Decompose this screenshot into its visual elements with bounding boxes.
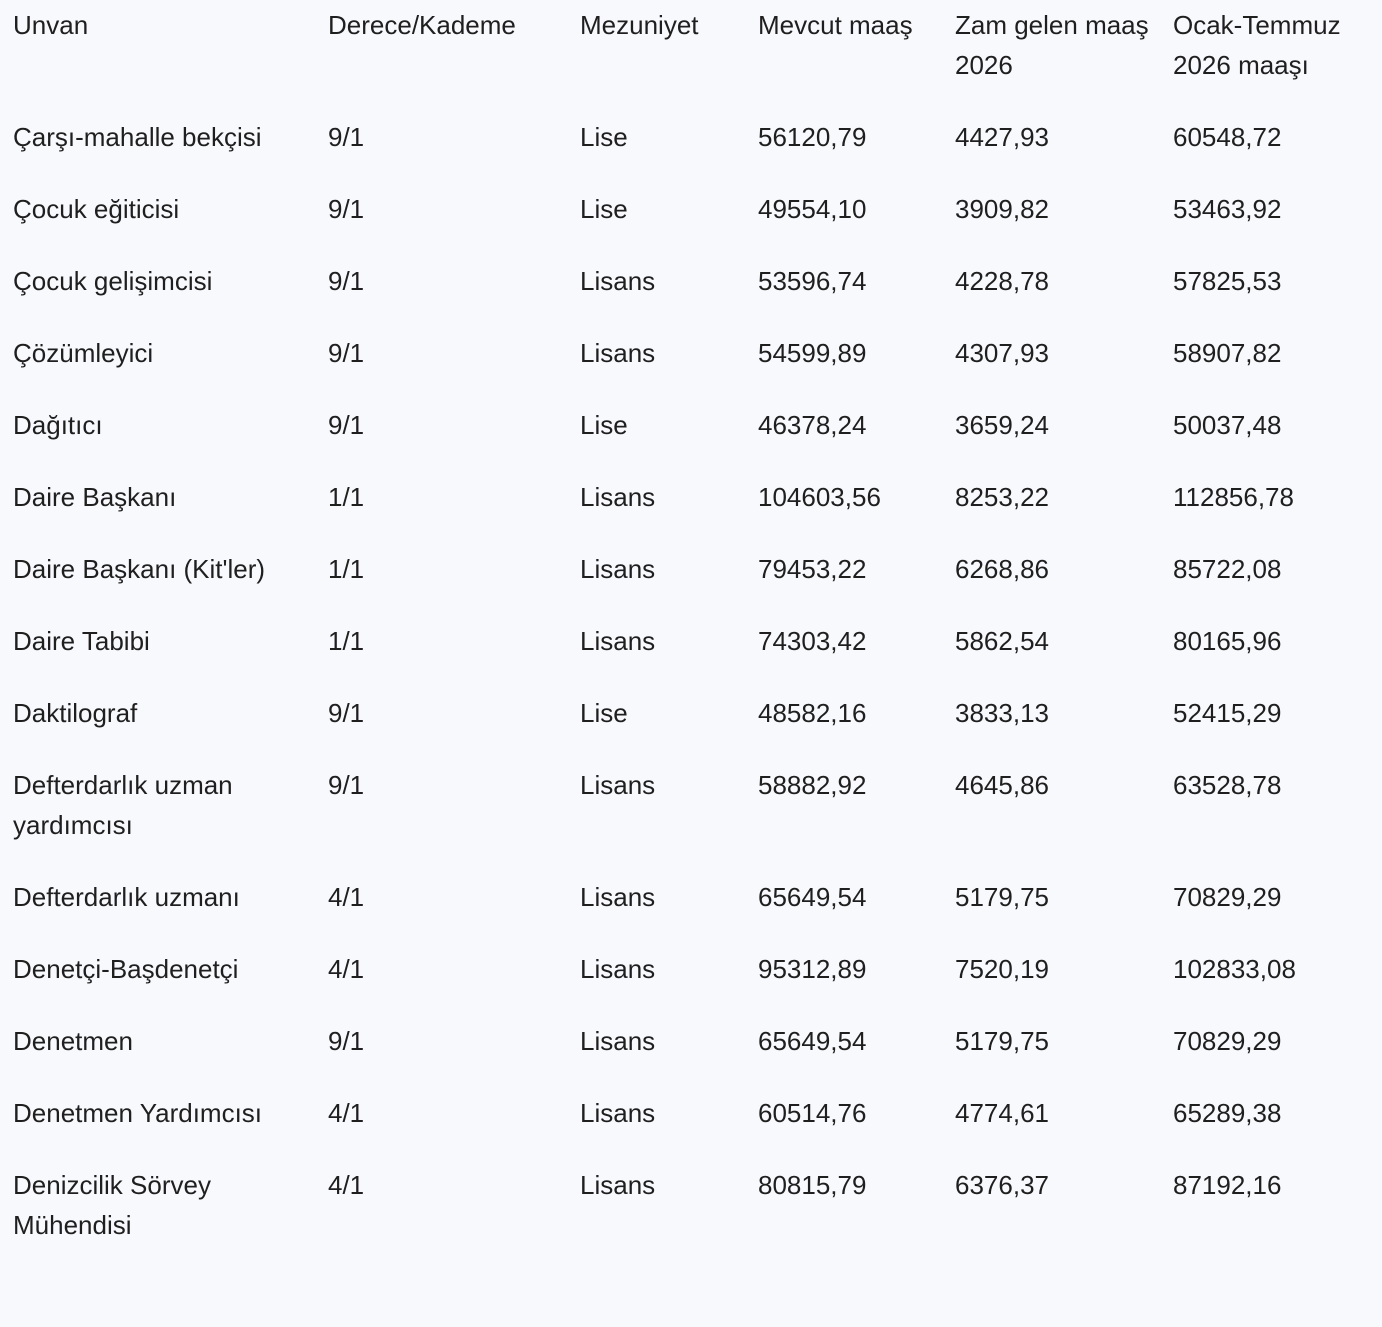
cell-derece-kademe: 9/1 bbox=[328, 266, 365, 296]
salary-table bbox=[0, 5, 1382, 1277]
cell-unvan: Daire Başkanı bbox=[13, 482, 177, 512]
cell-unvan: Dağıtıcı bbox=[13, 410, 103, 440]
cell-mevcut-maas: 65649,54 bbox=[758, 1026, 867, 1056]
cell-ocak-temmuz-maas: 70829,29 bbox=[1173, 1026, 1282, 1056]
table-row bbox=[0, 333, 1382, 405]
cell-mevcut-maas: 104603,56 bbox=[758, 482, 881, 512]
table-header bbox=[0, 5, 1382, 117]
cell-mevcut-maas: 60514,76 bbox=[758, 1098, 867, 1128]
cell-ocak-temmuz-maas: 65289,38 bbox=[1173, 1098, 1282, 1128]
cell-ocak-temmuz-maas: 112856,78 bbox=[1173, 482, 1294, 512]
cell-mezuniyet: Lisans bbox=[580, 882, 656, 912]
cell-unvan: Çözümleyici bbox=[13, 338, 154, 368]
cell-derece-kademe: 9/1 bbox=[328, 122, 365, 152]
table-row bbox=[0, 1093, 1382, 1165]
cell-mevcut-maas: 49554,10 bbox=[758, 194, 867, 224]
header-row bbox=[0, 5, 1382, 117]
cell-mevcut-maas: 79453,22 bbox=[758, 554, 867, 584]
cell-derece-kademe: 1/1 bbox=[328, 554, 365, 584]
cell-mezuniyet: Lise bbox=[580, 410, 628, 440]
cell-zam-gelen-maas: 5179,75 bbox=[955, 1026, 1049, 1056]
cell-derece-kademe: 1/1 bbox=[328, 626, 365, 656]
cell-ocak-temmuz-maas: 60548,72 bbox=[1173, 122, 1282, 152]
cell-unvan: Çarşı-mahalle bekçisi bbox=[13, 122, 262, 152]
cell-unvan: Denetçi-Başdenetçi bbox=[13, 954, 239, 984]
cell-unvan: Daire Tabibi bbox=[13, 626, 150, 656]
table-row bbox=[0, 117, 1382, 189]
cell-unvan: Denetmen Yardımcısı bbox=[13, 1098, 263, 1128]
cell-derece-kademe: 9/1 bbox=[328, 338, 365, 368]
cell-mevcut-maas: 53596,74 bbox=[758, 266, 867, 296]
cell-unvan: Çocuk gelişimcisi bbox=[13, 266, 213, 296]
table-row bbox=[0, 949, 1382, 1021]
cell-derece-kademe: 1/1 bbox=[328, 482, 365, 512]
cell-zam-gelen-maas: 3659,24 bbox=[955, 410, 1049, 440]
cell-mezuniyet: Lisans bbox=[580, 482, 656, 512]
cell-zam-gelen-maas: 4228,78 bbox=[955, 266, 1049, 296]
cell-ocak-temmuz-maas: 52415,29 bbox=[1173, 698, 1282, 728]
cell-derece-kademe: 4/1 bbox=[328, 1098, 365, 1128]
cell-ocak-temmuz-maas: 102833,08 bbox=[1173, 954, 1296, 984]
cell-mezuniyet: Lisans bbox=[580, 954, 656, 984]
cell-mezuniyet: Lise bbox=[580, 122, 628, 152]
cell-mevcut-maas: 74303,42 bbox=[758, 626, 867, 656]
cell-unvan: Defterdarlık uzman yardımcısı bbox=[13, 770, 233, 840]
cell-derece-kademe: 9/1 bbox=[328, 698, 365, 728]
table-row bbox=[0, 261, 1382, 333]
cell-mezuniyet: Lisans bbox=[580, 1026, 656, 1056]
cell-derece-kademe: 9/1 bbox=[328, 410, 365, 440]
cell-mevcut-maas: 54599,89 bbox=[758, 338, 867, 368]
cell-derece-kademe: 9/1 bbox=[328, 194, 365, 224]
table-row bbox=[0, 877, 1382, 949]
cell-unvan: Denetmen bbox=[13, 1026, 133, 1056]
cell-zam-gelen-maas: 3909,82 bbox=[955, 194, 1049, 224]
cell-mevcut-maas: 65649,54 bbox=[758, 882, 867, 912]
cell-ocak-temmuz-maas: 57825,53 bbox=[1173, 266, 1282, 296]
header-zam-gelen-maas: Zam gelen maaş 2026 bbox=[955, 10, 1149, 80]
table-row bbox=[0, 549, 1382, 621]
cell-derece-kademe: 9/1 bbox=[328, 770, 365, 800]
cell-zam-gelen-maas: 3833,13 bbox=[955, 698, 1049, 728]
header-unvan: Unvan bbox=[13, 10, 89, 40]
cell-mezuniyet: Lisans bbox=[580, 554, 656, 584]
cell-mezuniyet: Lise bbox=[580, 194, 628, 224]
cell-mezuniyet: Lisans bbox=[580, 266, 656, 296]
header-ocak-temmuz-maas: Ocak-Temmuz 2026 maaşı bbox=[1173, 10, 1341, 80]
table-row bbox=[0, 1165, 1382, 1277]
cell-zam-gelen-maas: 4645,86 bbox=[955, 770, 1049, 800]
cell-mevcut-maas: 48582,16 bbox=[758, 698, 867, 728]
header-mezuniyet: Mezuniyet bbox=[580, 10, 699, 40]
cell-ocak-temmuz-maas: 53463,92 bbox=[1173, 194, 1282, 224]
cell-mezuniyet: Lise bbox=[580, 698, 628, 728]
cell-unvan: Çocuk eğiticisi bbox=[13, 194, 180, 224]
cell-zam-gelen-maas: 7520,19 bbox=[955, 954, 1049, 984]
cell-ocak-temmuz-maas: 58907,82 bbox=[1173, 338, 1282, 368]
cell-mevcut-maas: 80815,79 bbox=[758, 1170, 867, 1200]
cell-mevcut-maas: 95312,89 bbox=[758, 954, 867, 984]
table-row bbox=[0, 405, 1382, 477]
table-row bbox=[0, 1021, 1382, 1093]
cell-mezuniyet: Lisans bbox=[580, 1170, 656, 1200]
cell-derece-kademe: 4/1 bbox=[328, 954, 365, 984]
header-mevcut-maas: Mevcut maaş bbox=[758, 10, 913, 40]
cell-mezuniyet: Lisans bbox=[580, 338, 656, 368]
cell-zam-gelen-maas: 6376,37 bbox=[955, 1170, 1049, 1200]
cell-ocak-temmuz-maas: 70829,29 bbox=[1173, 882, 1282, 912]
table-row bbox=[0, 765, 1382, 877]
cell-ocak-temmuz-maas: 63528,78 bbox=[1173, 770, 1282, 800]
cell-mevcut-maas: 56120,79 bbox=[758, 122, 867, 152]
cell-ocak-temmuz-maas: 85722,08 bbox=[1173, 554, 1282, 584]
table-row bbox=[0, 621, 1382, 693]
cell-zam-gelen-maas: 4427,93 bbox=[955, 122, 1049, 152]
cell-unvan: Defterdarlık uzmanı bbox=[13, 882, 240, 912]
cell-mevcut-maas: 58882,92 bbox=[758, 770, 867, 800]
cell-zam-gelen-maas: 4774,61 bbox=[955, 1098, 1049, 1128]
cell-zam-gelen-maas: 4307,93 bbox=[955, 338, 1049, 368]
cell-mevcut-maas: 46378,24 bbox=[758, 410, 867, 440]
cell-unvan: Daktilograf bbox=[13, 698, 138, 728]
cell-mezuniyet: Lisans bbox=[580, 1098, 656, 1128]
cell-mezuniyet: Lisans bbox=[580, 770, 656, 800]
table-row bbox=[0, 189, 1382, 261]
cell-derece-kademe: 9/1 bbox=[328, 1026, 365, 1056]
table-body bbox=[0, 117, 1382, 1277]
cell-zam-gelen-maas: 6268,86 bbox=[955, 554, 1049, 584]
table-row bbox=[0, 477, 1382, 549]
cell-ocak-temmuz-maas: 80165,96 bbox=[1173, 626, 1282, 656]
cell-derece-kademe: 4/1 bbox=[328, 882, 365, 912]
cell-zam-gelen-maas: 8253,22 bbox=[955, 482, 1049, 512]
table-row bbox=[0, 693, 1382, 765]
header-derece-kademe: Derece/Kademe bbox=[328, 10, 516, 40]
cell-zam-gelen-maas: 5179,75 bbox=[955, 882, 1049, 912]
cell-zam-gelen-maas: 5862,54 bbox=[955, 626, 1049, 656]
cell-ocak-temmuz-maas: 87192,16 bbox=[1173, 1170, 1282, 1200]
cell-ocak-temmuz-maas: 50037,48 bbox=[1173, 410, 1282, 440]
cell-unvan: Daire Başkanı (Kit'ler) bbox=[13, 554, 266, 584]
cell-mezuniyet: Lisans bbox=[580, 626, 656, 656]
cell-unvan: Denizcilik Sörvey Mühendisi bbox=[13, 1170, 211, 1240]
cell-derece-kademe: 4/1 bbox=[328, 1170, 365, 1200]
